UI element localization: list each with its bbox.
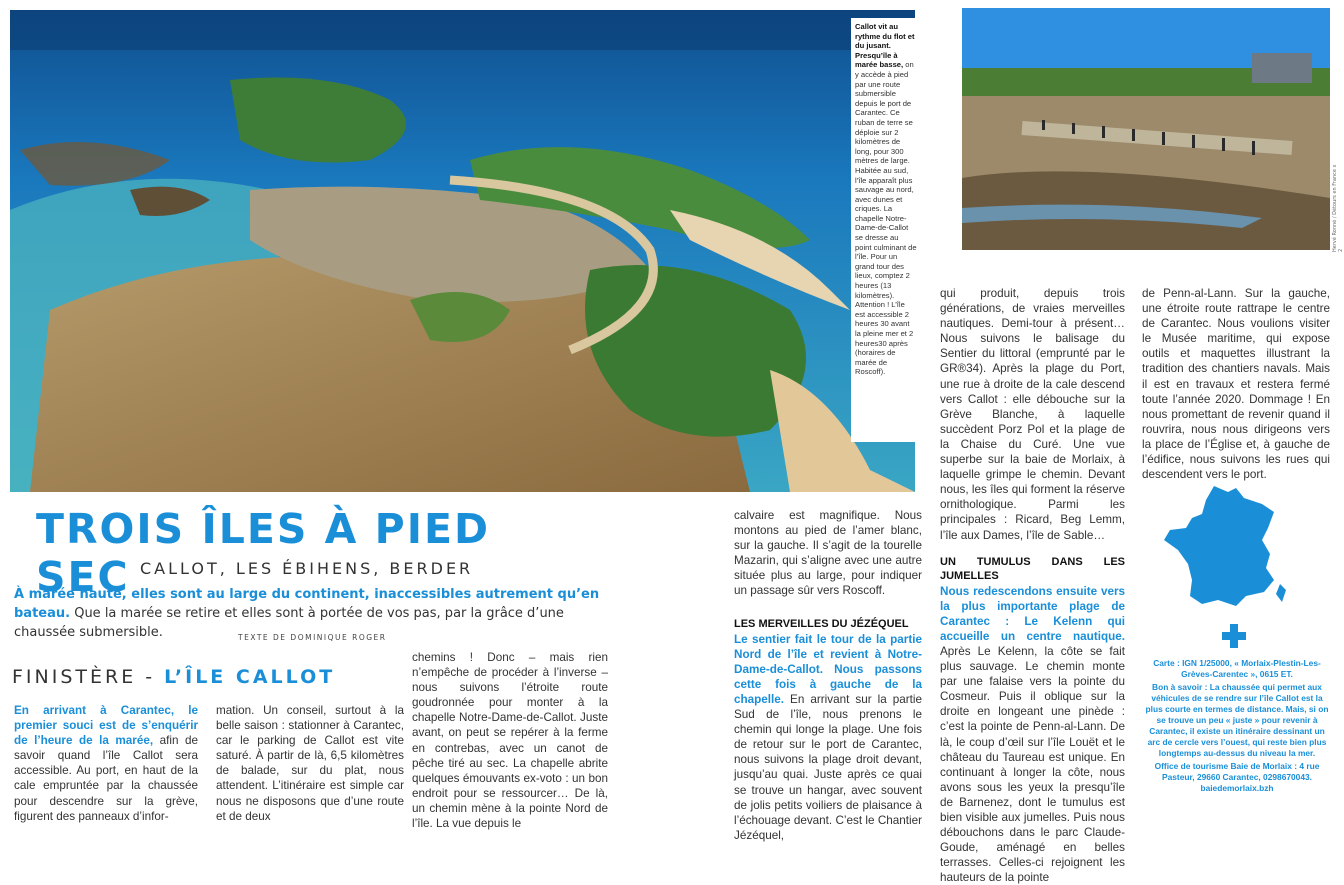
column-4-text-2: En arrivant sur la partie Sud de l’île, nous prenons le chemin qui longe la plage. Une fois de retour sur le port de Carantec, nous suivons la plage droit devant, jusqu’au quai. Juste après ce quai se trouve un hangar, avec souvent de jolis petits voiliers de plaisance à l’échouage devant. C’est le Chantier Jézéquel, — [734, 692, 922, 842]
column-3-text: chemins ! Donc – mais rien n’empêche de procéder à l’inverse – nous suivons l’étroite route goudronnée pour monter à la chapelle Notre-Dame-de-Callot. Juste avant, on peut se repérer à la ferme en contrebas, avec un canot de pêche tiré au sec. La chapelle abrite quelques émouvants ex-voto : un bon endroit pour se ressourcer… De là, un chemin mène à la pointe Nord de l’île. La vue depuis le — [412, 651, 608, 831]
section-heading-tumulus: UN TUMULUS DANS LES JUMELLES — [940, 555, 1125, 582]
article-title: TROIS ÎLES À PIED SEC — [36, 505, 490, 601]
photo-credit: Hervé Ronné / Détours en France x 2 — [1332, 164, 1344, 252]
section-heading-jezequel: LES MERVEILLES DU JÉZÉQUEL — [734, 617, 909, 630]
info-map-reference: Carte : IGN 1/25000, « Morlaix-Plestin-Les-Grèves-Carentec », 0615 ET. — [1153, 658, 1321, 679]
column-5-text-2: Après Le Kelenn, la côte se fait plus sauvage. Le chemin monte par une falaise vers la pointe du Cosmeur. Puis il oblique sur la droite en longeant une pinède : c’est la pointe de Penn-al-Lann. De là, le coup d’œil sur l’île Louët et le château du Taureau est unique. En continuant à longer la côte, nous avons sous les yeux la presqu’île de Barnenez, dont le tumulus est bien visible aux jumelles. Puis nous débouchons dans le parc Claude-Goude, aménagé en belles terrasses. Celles-ci rejoignent les hauteurs de la pointe — [940, 644, 1125, 885]
column-6-text: de Penn-al-Lann. Sur la gauche, une étroite route rattrape le centre de Carantec. Nous voulions visiter le Musée maritime, qui expose outils et maquettes illustrant la tradition des chantiers navals. Mais il est en travaux et restera fermé toute l’année 2020. Dommage ! En nous promettant de revenir quand il rouvrira, nous nous dirigeons vers la place de l’Église et, à gauche de l’édifice, nous suivons les rues qui descendent vers le port. — [1142, 287, 1330, 482]
column-4-lead: Le sentier fait le tour de la partie Nord de l’île et revient à Notre-Dame-de-Callot. Nous passons cette fois à gauche de la chapelle. — [734, 632, 922, 706]
article-subtitle: CALLOT, LES ÉBIHENS, BERDER — [140, 559, 474, 578]
intro-rest: Que la marée se retire et elles sont à portée de vos pas, par la grâce d’une chaussée submersible. — [14, 606, 564, 640]
column-1-text: afin de savoir quand l’île Callot sera accessible. Au port, en haut de la cale empruntée par la chaussée pour descendre sur la grève, figurent des panneaux d’infor- — [14, 734, 198, 823]
region-heading — [12, 666, 335, 688]
column-5 — [940, 286, 1125, 885]
region-prefix: FINISTÈRE - — [12, 666, 165, 688]
column-1 — [14, 703, 198, 824]
column-4-text-1: calvaire est magnifique. Nous montons au pied de l’amer blanc, sur la gauche. Il s’agit de la tourelle Mazarin, qui s’aligne avec une autre située plus au large, pour indiquer un passage sûr vers Roscoff. — [734, 509, 922, 598]
column-5-lead: Nous redescendons ensuite vers la plus importante plage de Carantec : Le Kelenn qui accueille un centre nautique. — [940, 584, 1125, 643]
photo-caption — [851, 18, 921, 442]
info-good-to-know: Bon à savoir : La chaussée qui permet aux véhicules de se rendre sur l’île Callot est la plus courte en termes de distance. Mais, si on se trouve un peu « juste » pour revenir à Carantec, il existe un itinéraire dessinant un arc de cercle vers l’ouest, qui reste bien plus longtemps au-dessus du niveau la mer. — [1145, 682, 1329, 758]
byline: TEXTE DE DOMINIQUE ROGER — [238, 633, 387, 642]
column-2 — [216, 703, 404, 824]
practical-info — [1144, 658, 1330, 796]
column-5-text-1: qui produit, depuis trois générations, de vraies merveilles nautiques. Demi-tour à présent… Nous suivons le balisage du Sentier du littoral (emprunté par le GR®34). Après la plage du Port, une rue à droite de la cale descend vers Callot : elle débouche sur la Grève Blanche, à laquelle succèdent Porz Pol et la plage de la Chaise du Curé. Une vue superbe sur la baie de Morlaix, à laquelle grimpe le chemin. Devant nous, les îles qui forment la réserve ornithologique. Parmi les principales : Ricard, Beg Lemm, l’île aux Dames, l’île de Sable… — [940, 287, 1125, 542]
aerial-photo-ile-callot — [10, 10, 915, 492]
column-1-lead: En arrivant à Carantec, le premier souci est de s’enquérir de l’heure de la marée, — [14, 704, 198, 748]
column-6 — [1142, 286, 1330, 482]
column-2-text: mation. Un conseil, surtout à la belle saison : stationner à Carantec, car le parking de Callot est vite saturé. À partir de là, 6,5 kilomètres de balade, sur du plat, nous attendent. L’itinéraire est simple car nous ne disposons que d’une route et de deux — [216, 704, 404, 823]
causeway-walkers-photo — [962, 8, 1330, 250]
caption-lead: Callot vit au rythme du flot et du jusant. Presqu’île à marée basse, — [855, 22, 915, 70]
intro-lead: À marée haute, elles sont au large du continent, inaccessibles autrement qu’en bateau. — [14, 587, 600, 621]
plus-icon — [1222, 624, 1246, 648]
column-4 — [734, 508, 922, 843]
caption-body: on y accède à pied par une route submersible depuis le port de Carantec. Ce ruban de terre se déploie sur 2 kilomètres de long, pour 300 mètres de large. Habitée au sud, l’île apparaît plus sauvage au nord, avec dunes et criques. La chapelle Notre-Dame-de-Callot se dresse au point culminant de l’île. Pour un grand tour des lieux, comptez 2 heures (13 kilomètres). Attention ! L’île est accessible 2 heures 30 avant la pleine mer et 2 heures30 après (horaires de marée de Roscoff). — [855, 60, 917, 377]
region-name: L’ÎLE CALLOT — [164, 666, 336, 688]
info-tourism-office: Office de tourisme Baie de Morlaix : 4 rue Pasteur, 29660 Carantec, 0298670043. baiedemorlaix.bzh — [1154, 761, 1320, 793]
france-map-icon — [1162, 484, 1292, 612]
column-3 — [412, 650, 608, 831]
